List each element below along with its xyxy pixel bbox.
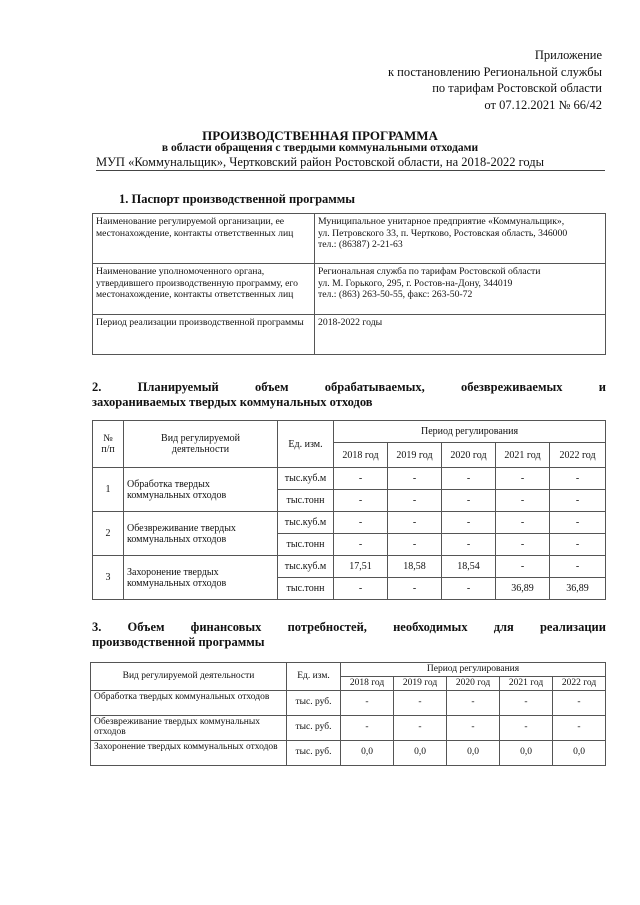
unit-cell: тыс.куб.м: [278, 512, 334, 534]
passport-value-line: тел.: (863) 263-50-55, факс: 263-50-72: [318, 289, 473, 300]
column-header-activity: Вид регулируемой деятельности: [91, 663, 287, 691]
passport-label: Наименование уполномоченного органа, утвердившего производственную программу, его местонахождение, контакты ответственных лиц: [93, 264, 315, 315]
heading-word: необходимых: [393, 620, 468, 634]
value-cell: -: [334, 468, 388, 490]
heading-word: и: [598, 380, 606, 394]
row-number: 3: [93, 556, 124, 600]
value-cell: -: [496, 468, 550, 490]
value-cell: -: [500, 690, 553, 715]
year-header: 2018 год: [334, 443, 388, 468]
finance-table: [90, 662, 606, 766]
value-cell: -: [341, 715, 394, 740]
heading-word: финансовых: [190, 620, 262, 634]
year-header: 2022 год: [553, 677, 606, 691]
section-2-heading-line2: захораниваемых твердых коммунальных отходов: [92, 395, 373, 409]
value-cell: -: [388, 490, 442, 512]
organization-line: МУП «Коммунальщик», Чертковский район Ростовской области, на 2018-2022 годы: [95, 155, 545, 169]
volume-table: [92, 420, 606, 600]
heading-word: Планируемый: [137, 380, 219, 394]
activity-name: Обезвреживание твердых коммунальных отходов: [124, 512, 278, 556]
period-header: Период регулирования: [341, 663, 606, 677]
passport-value: [315, 264, 606, 315]
year-header: 2021 год: [500, 677, 553, 691]
unit-cell: тыс. руб.: [287, 690, 341, 715]
value-cell: -: [550, 556, 606, 578]
value-cell: 36,89: [496, 578, 550, 600]
table-row: [91, 740, 606, 765]
value-cell: -: [500, 715, 553, 740]
table-row: [93, 468, 606, 490]
heading-word: объем: [254, 380, 289, 394]
value-cell: -: [394, 690, 447, 715]
row-number: 1: [93, 468, 124, 512]
unit-cell: тыс.тонн: [278, 578, 334, 600]
value-cell: -: [447, 715, 500, 740]
value-cell: -: [388, 534, 442, 556]
value-cell: -: [334, 490, 388, 512]
value-cell: -: [496, 556, 550, 578]
year-header: 2020 год: [442, 443, 496, 468]
activity-name: Обработка твердых коммунальных отходов: [91, 690, 287, 715]
value-cell: -: [442, 468, 496, 490]
annex-line: от 07.12.2021 № 66/42: [484, 97, 602, 112]
value-cell: -: [496, 512, 550, 534]
section-2-heading: [92, 380, 606, 410]
section-3-heading-line1: [92, 620, 606, 635]
value-cell: -: [553, 715, 606, 740]
section-3-heading-line2: производственной программы: [92, 635, 265, 649]
heading-word: обрабатываемых,: [324, 380, 425, 394]
value-cell: 0,0: [341, 740, 394, 765]
annex-line: Приложение: [534, 48, 602, 62]
document-subtitle: в области обращения с твердыми коммунальными отходами: [161, 142, 479, 154]
value-cell: -: [341, 690, 394, 715]
heading-word: 3.: [92, 620, 102, 634]
table-row: [93, 556, 606, 578]
unit-cell: тыс.тонн: [278, 534, 334, 556]
table-row: [91, 663, 606, 677]
value-cell: -: [496, 490, 550, 512]
activity-name: Захоронение твердых коммунальных отходов: [91, 740, 287, 765]
value-cell: -: [442, 512, 496, 534]
passport-value-line: ул. М. Горького, 295, г. Ростов-на-Дону, 344019: [318, 277, 513, 289]
unit-cell: тыс. руб.: [287, 715, 341, 740]
annex-line: по тарифам Ростовской области: [432, 81, 602, 95]
row-number: 2: [93, 512, 124, 556]
year-header: 2018 год: [341, 677, 394, 691]
value-cell: -: [550, 490, 606, 512]
table-row: [93, 421, 606, 443]
value-cell: -: [334, 578, 388, 600]
value-cell: -: [442, 490, 496, 512]
year-header: 2019 год: [394, 677, 447, 691]
column-header-unit: Ед. изм.: [287, 663, 341, 691]
value-cell: -: [550, 468, 606, 490]
title-divider: [96, 170, 605, 171]
section-2-heading-line1: [92, 380, 606, 395]
document-title: ПРОИЗВОДСТВЕННАЯ ПРОГРАММА: [202, 128, 438, 143]
unit-cell: тыс.куб.м: [278, 468, 334, 490]
heading-word: Объем: [127, 620, 165, 634]
value-cell: 18,54: [442, 556, 496, 578]
value-cell: -: [553, 690, 606, 715]
heading-word: для: [493, 620, 514, 634]
value-cell: -: [442, 578, 496, 600]
value-cell: -: [496, 534, 550, 556]
passport-value: [315, 315, 606, 355]
activity-name: Захоронение твердых коммунальных отходов: [124, 556, 278, 600]
passport-value-line: Муниципальное унитарное предприятие «Коммунальщик»,: [318, 216, 565, 227]
table-row: [91, 715, 606, 740]
value-cell: -: [334, 534, 388, 556]
column-header-activity: Вид регулируемой деятельности: [124, 421, 278, 468]
value-cell: -: [388, 578, 442, 600]
value-cell: -: [442, 534, 496, 556]
annex-block: [388, 47, 602, 113]
value-cell: -: [388, 468, 442, 490]
table-row: [93, 315, 606, 355]
column-header-unit: Ед. изм.: [278, 421, 334, 468]
section-3-heading: [92, 620, 606, 650]
value-cell: 0,0: [500, 740, 553, 765]
year-header: 2020 год: [447, 677, 500, 691]
value-cell: -: [550, 534, 606, 556]
passport-value-line: тел.: (86387) 2-21-63: [318, 239, 403, 250]
value-cell: 36,89: [550, 578, 606, 600]
passport-value-line: 2018-2022 годы: [318, 317, 383, 328]
value-cell: 17,51: [334, 556, 388, 578]
passport-table: [92, 213, 606, 355]
activity-name: Обработка твердых коммунальных отходов: [124, 468, 278, 512]
passport-value: [315, 214, 606, 264]
year-header: 2022 год: [550, 443, 606, 468]
unit-cell: тыс.тонн: [278, 490, 334, 512]
unit-cell: тыс. руб.: [287, 740, 341, 765]
unit-cell: тыс.куб.м: [278, 556, 334, 578]
passport-label: Период реализации производственной программы: [93, 315, 315, 355]
annex-line: к постановлению Региональной службы: [387, 64, 602, 79]
value-cell: -: [388, 512, 442, 534]
heading-word: реализации: [539, 620, 606, 634]
table-row: [91, 690, 606, 715]
table-row: [93, 264, 606, 315]
value-cell: -: [550, 512, 606, 534]
passport-value-line: Региональная служба по тарифам Ростовской области: [318, 266, 541, 277]
value-cell: 0,0: [394, 740, 447, 765]
heading-word: потребностей,: [287, 620, 367, 634]
table-row: [93, 214, 606, 264]
activity-name: Обезвреживание твердых коммунальных отходов: [91, 715, 287, 740]
value-cell: 0,0: [553, 740, 606, 765]
value-cell: -: [447, 690, 500, 715]
value-cell: 18,58: [388, 556, 442, 578]
value-cell: -: [334, 512, 388, 534]
column-header-number: № п/п: [93, 421, 124, 468]
value-cell: 0,0: [447, 740, 500, 765]
year-header: 2021 год: [496, 443, 550, 468]
section-1-heading: 1. Паспорт производственной программы: [119, 192, 356, 206]
heading-word: обезвреживаемых: [460, 380, 563, 394]
value-cell: -: [394, 715, 447, 740]
passport-value-line: ул. Петровского 33, п. Чертково, Ростовская область, 346000: [318, 227, 568, 239]
passport-label: Наименование регулируемой организации, ее местонахождение, контакты ответственных лиц: [93, 214, 315, 264]
period-header: Период регулирования: [334, 421, 606, 443]
table-row: [93, 512, 606, 534]
heading-word: 2.: [92, 380, 102, 394]
year-header: 2019 год: [388, 443, 442, 468]
